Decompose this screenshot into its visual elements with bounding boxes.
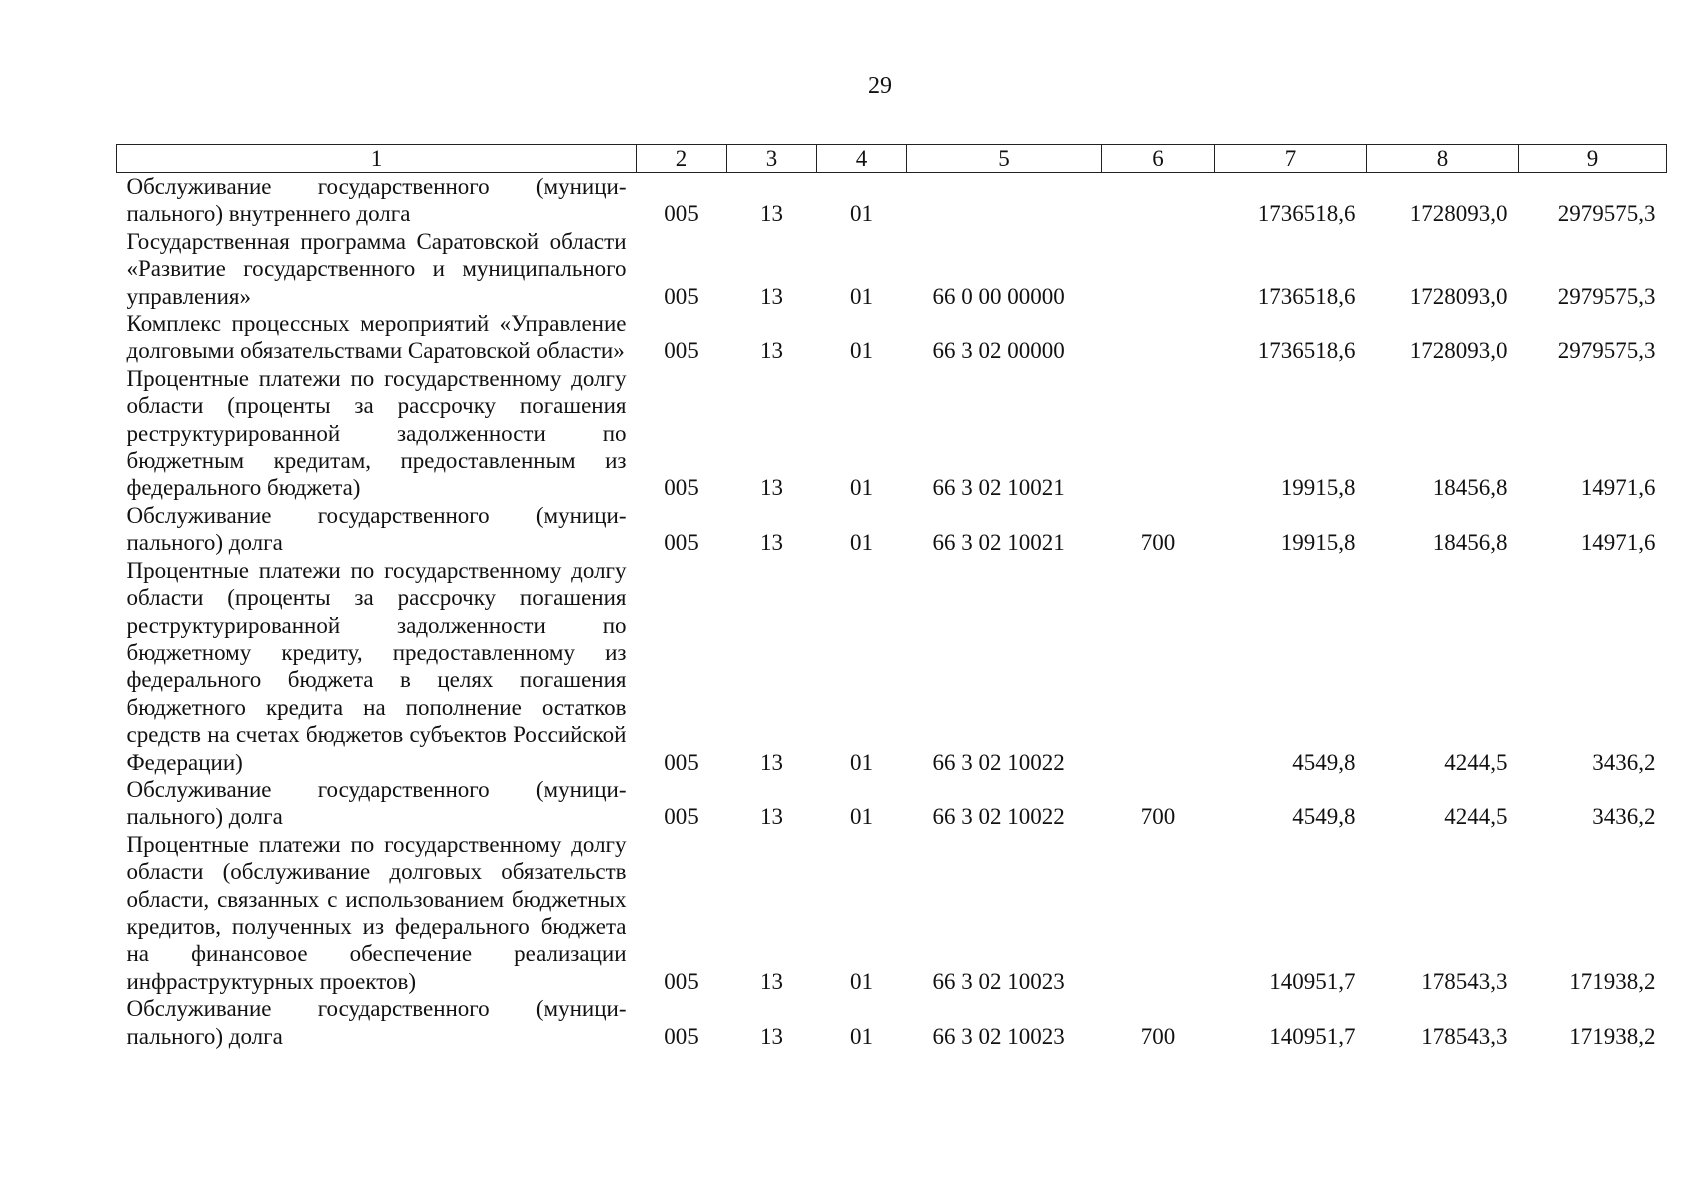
row-ved: 005 (664, 201, 699, 227)
row-rz: 13 (760, 530, 783, 556)
table-header (117, 145, 1667, 173)
row-amount-col-8: 1728093,0 (1409, 283, 1508, 309)
row-vr (1102, 831, 1215, 995)
table-body (117, 173, 1667, 1051)
row-csr: 66 0 00 00000 (932, 283, 1065, 309)
row-amount-col-9: 3436,2 (1592, 804, 1656, 830)
row-vr (1102, 228, 1215, 310)
row-rz: 13 (760, 968, 783, 994)
row-vr: 700 (1140, 1023, 1176, 1049)
row-name: Обслуживание государственного (муниципального) долга (126, 996, 627, 1049)
row-name: Государственная программа Саратовской области «Развитие государственного и муниципального управления» (126, 228, 627, 309)
table-row (117, 831, 1667, 995)
budget-table (116, 144, 1667, 1050)
row-pr: 01 (850, 283, 873, 309)
row-name: Обслуживание государственного (муниципального) долга (126, 502, 627, 556)
row-csr: 66 3 02 10022 (932, 749, 1065, 775)
table-row (117, 365, 1667, 502)
header-col-4: 4 (817, 145, 907, 173)
row-pr: 01 (850, 749, 873, 775)
row-amount-col-7: 19915,8 (1280, 530, 1356, 556)
row-rz: 13 (760, 749, 783, 775)
row-rz: 13 (760, 475, 783, 501)
row-pr: 01 (850, 530, 873, 556)
row-vr (1102, 310, 1215, 365)
row-amount-col-7: 19915,8 (1280, 475, 1356, 501)
header-row (117, 145, 1667, 173)
row-ved: 005 (664, 475, 699, 501)
row-csr: 66 3 02 10022 (932, 804, 1065, 830)
header-col-3: 3 (727, 145, 817, 173)
row-vr (1102, 365, 1215, 502)
table-row (117, 502, 1667, 557)
row-vr: 700 (1140, 530, 1176, 556)
row-amount-col-8: 18456,8 (1432, 530, 1508, 556)
row-ved: 005 (664, 968, 699, 994)
row-amount-col-8: 1728093,0 (1409, 201, 1508, 227)
row-pr: 01 (850, 475, 873, 501)
row-ved: 005 (664, 283, 699, 309)
row-ved: 005 (664, 804, 699, 830)
row-name: Процентные платежи по государственному долгу области (обслуживание долговых обязательств области, связанных с использованием бюджетных кредитов, полученных из федерального бюджета на финансовое обеспечение реализации инфраструктурных проектов) (126, 831, 627, 994)
row-amount-col-9: 14971,6 (1580, 475, 1656, 501)
row-pr: 01 (850, 1023, 873, 1049)
row-csr: 66 3 02 10023 (932, 1023, 1065, 1049)
table-row (117, 995, 1667, 1050)
row-pr: 01 (850, 338, 873, 364)
row-amount-col-8: 178543,3 (1421, 1023, 1508, 1049)
row-rz: 13 (760, 338, 783, 364)
row-amount-col-7: 4549,8 (1292, 749, 1356, 775)
row-amount-col-8: 18456,8 (1432, 475, 1508, 501)
table-row (117, 557, 1667, 776)
row-rz: 13 (760, 283, 783, 309)
row-vr (1102, 173, 1215, 228)
row-name: Обслуживание государственного (муниципального) внутреннего долга (126, 174, 627, 227)
row-name: Процентные платежи по государственному долгу области (проценты за рассрочку погашения реструктурированной задолженности по бюджетному кредиту, предоставленному из федерального бюджета в целях погашения бюджетного кредита на пополнение остатков средств на счетах бюджетов субъектов Российской Федерации) (126, 557, 627, 775)
row-rz: 13 (760, 1023, 783, 1049)
row-csr: 66 3 02 00000 (932, 338, 1065, 364)
row-amount-col-9: 171938,2 (1569, 968, 1656, 994)
row-amount-col-8: 1728093,0 (1409, 338, 1508, 364)
row-amount-col-7: 1736518,6 (1257, 283, 1356, 309)
row-amount-col-7: 1736518,6 (1257, 338, 1356, 364)
row-amount-col-8: 4244,5 (1444, 749, 1508, 775)
row-amount-col-7: 4549,8 (1292, 804, 1356, 830)
table-row (117, 310, 1667, 365)
header-col-9: 9 (1519, 145, 1667, 173)
row-pr: 01 (850, 804, 873, 830)
row-name: Обслуживание государственного (муниципального) долга (126, 776, 627, 830)
row-name: Процентные платежи по государственному долгу области (проценты за рассрочку погашения реструктурированной задолженности по бюджетным кредитам, предоставленным из федерального бюджета) (126, 365, 627, 501)
row-amount-col-8: 4244,5 (1444, 804, 1508, 830)
row-ved: 005 (664, 338, 699, 364)
row-csr: 66 3 02 10023 (932, 968, 1065, 994)
row-csr (907, 173, 1102, 228)
row-amount-col-7: 140951,7 (1269, 968, 1356, 994)
row-vr: 700 (1140, 804, 1176, 830)
row-amount-col-9: 2979575,3 (1557, 201, 1656, 227)
row-amount-col-7: 140951,7 (1269, 1023, 1356, 1049)
row-amount-col-9: 171938,2 (1569, 1023, 1656, 1049)
row-vr (1102, 557, 1215, 776)
row-amount-col-9: 2979575,3 (1557, 283, 1656, 309)
row-csr: 66 3 02 10021 (932, 530, 1065, 556)
row-rz: 13 (760, 201, 783, 227)
table-row (117, 228, 1667, 310)
row-name: Комплекс процессных мероприятий «Управление долговыми обязательствами Саратовской области» (126, 311, 627, 364)
row-rz: 13 (760, 804, 783, 830)
table-row (117, 173, 1667, 228)
row-ved: 005 (664, 1023, 699, 1049)
row-amount-col-9: 3436,2 (1592, 749, 1656, 775)
row-csr: 66 3 02 10021 (932, 475, 1065, 501)
row-amount-col-9: 14971,6 (1580, 530, 1656, 556)
header-col-1: 1 (117, 145, 637, 173)
header-col-6: 6 (1102, 145, 1215, 173)
header-col-5: 5 (907, 145, 1102, 173)
row-amount-col-8: 178543,3 (1421, 968, 1508, 994)
row-pr: 01 (850, 968, 873, 994)
row-ved: 005 (664, 530, 699, 556)
row-amount-col-9: 2979575,3 (1557, 338, 1656, 364)
header-col-2: 2 (637, 145, 727, 173)
row-pr: 01 (850, 201, 873, 227)
header-col-7: 7 (1215, 145, 1367, 173)
header-col-8: 8 (1367, 145, 1519, 173)
row-amount-col-7: 1736518,6 (1257, 201, 1356, 227)
table-row (117, 776, 1667, 831)
page-number: 29 (868, 73, 892, 99)
row-ved: 005 (664, 749, 699, 775)
